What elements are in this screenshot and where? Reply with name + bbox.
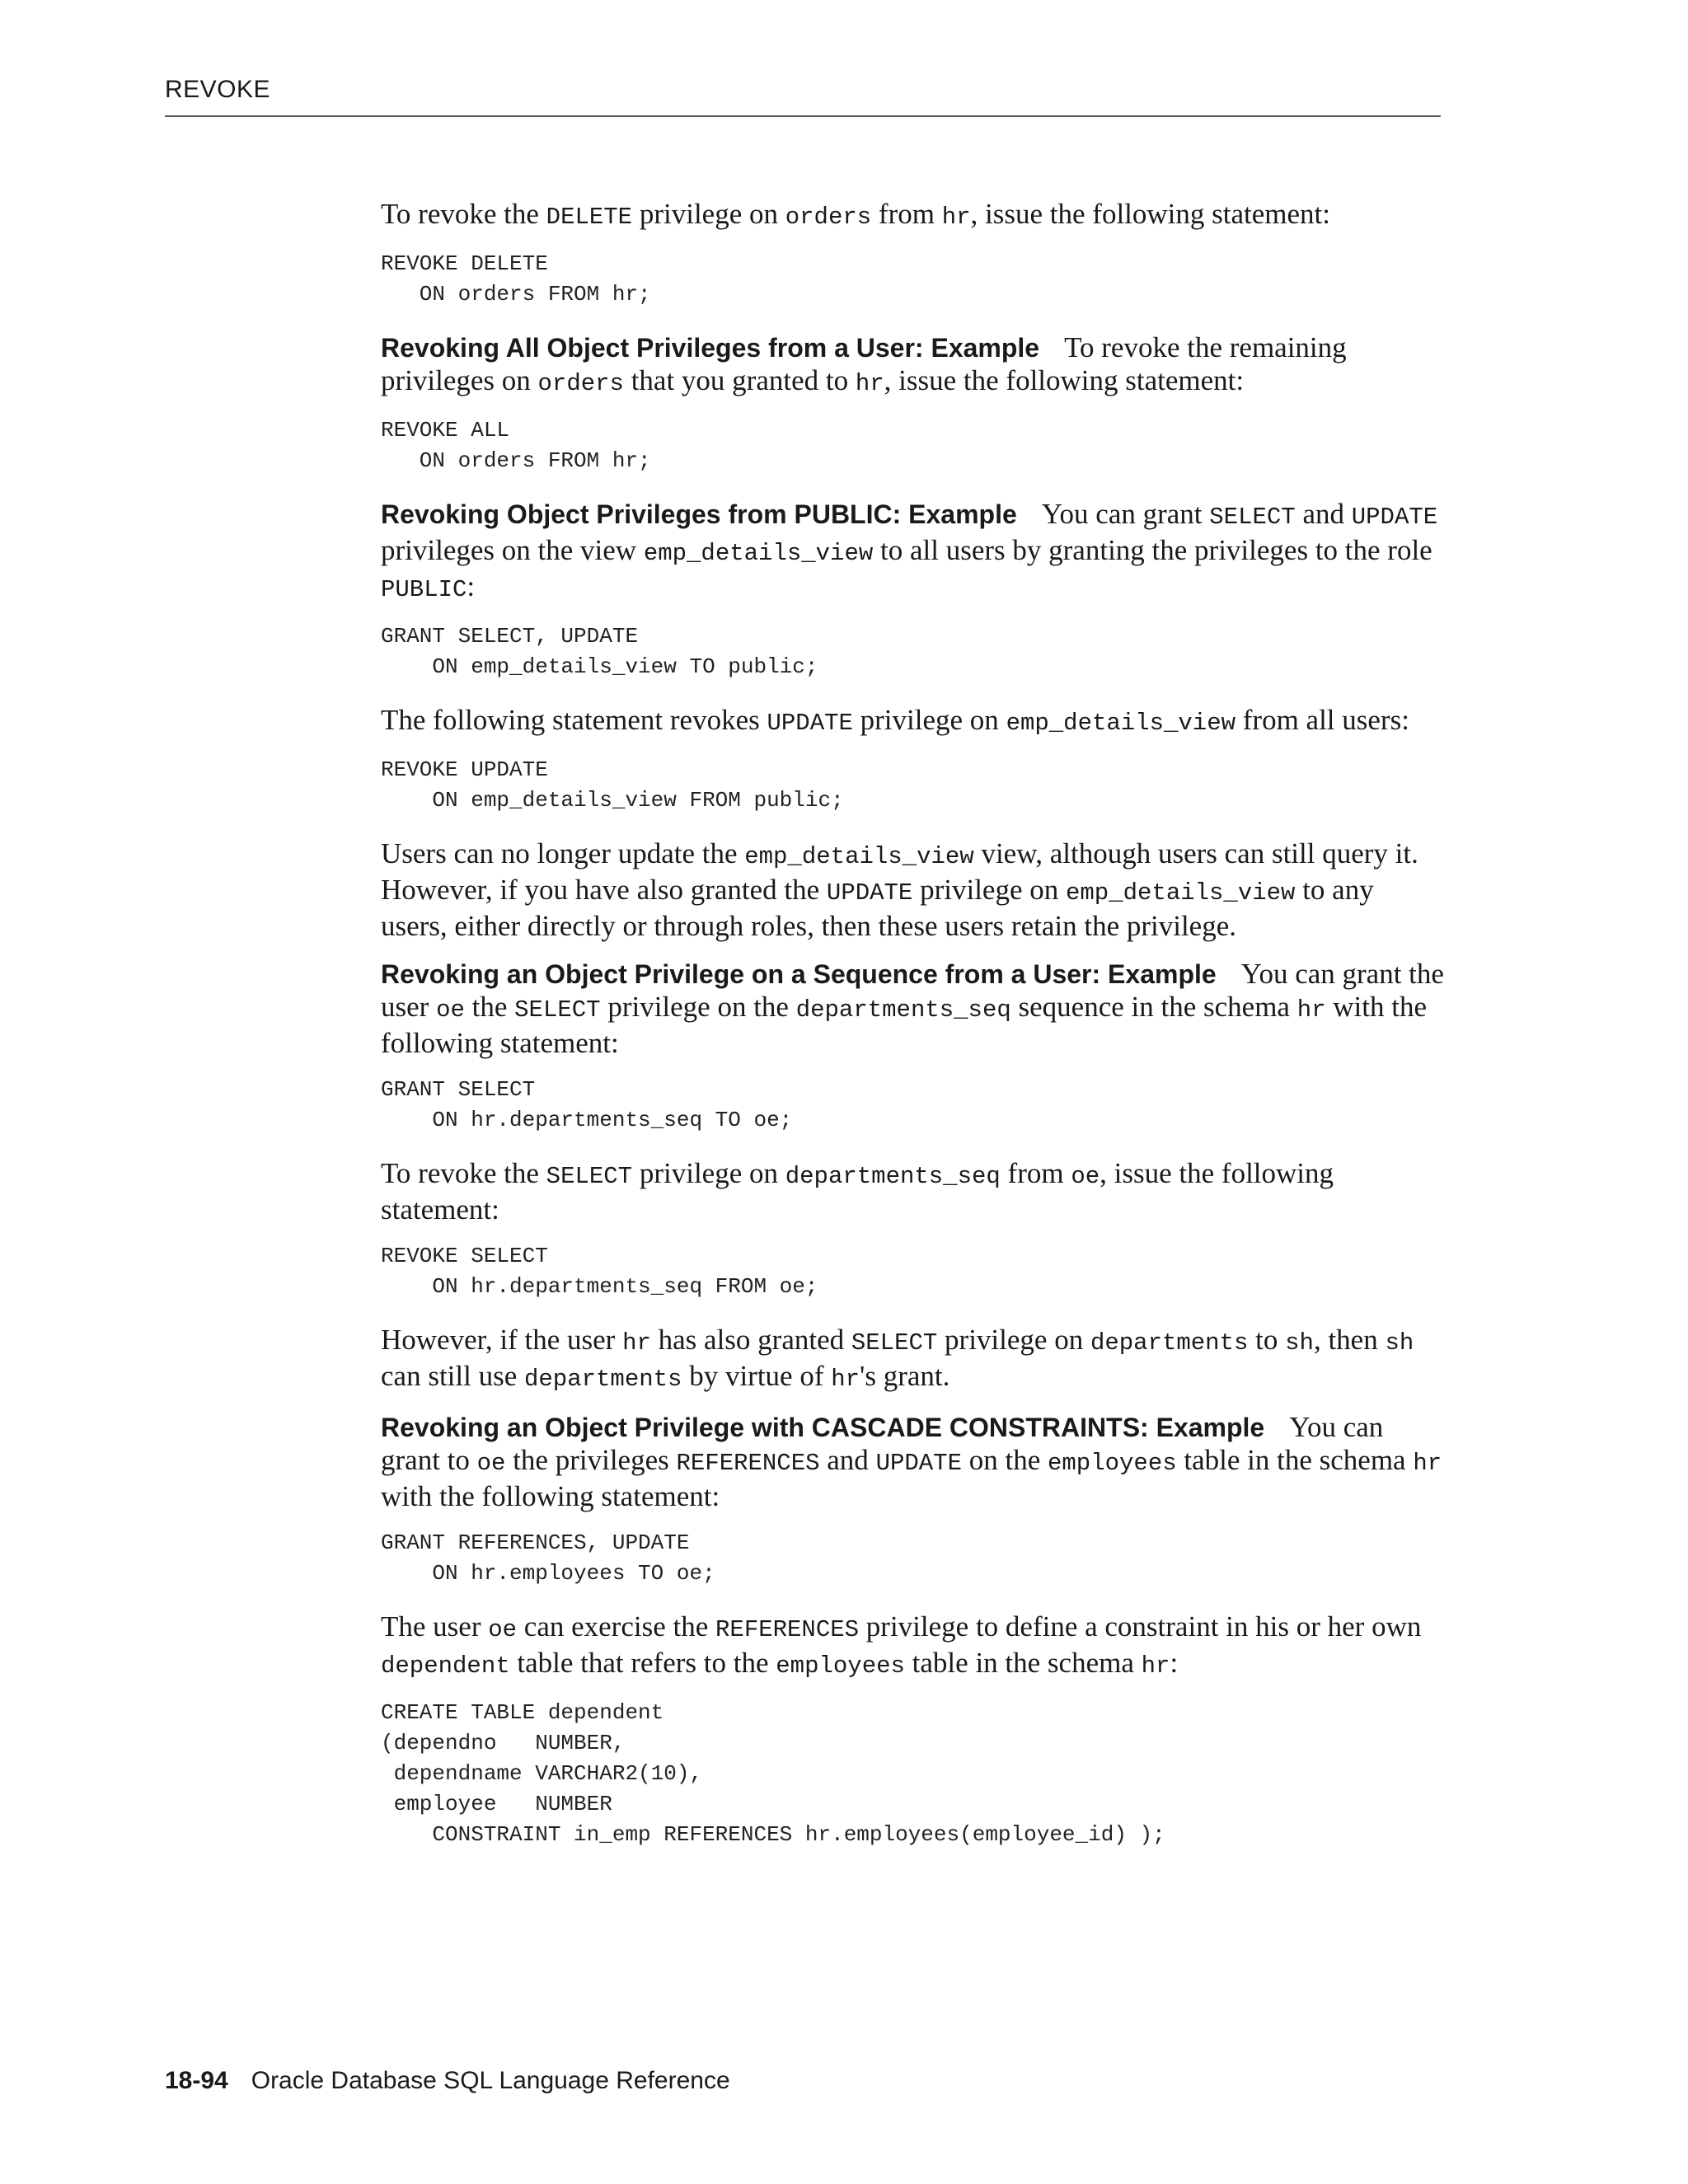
text: on the bbox=[961, 1444, 1048, 1476]
code-term: SELECT bbox=[1209, 504, 1296, 531]
code-example: CREATE TABLE dependent (dependno NUMBER, dependname VARCHAR2(10), employee NUMBER CONSTRAINT in_emp REFERENCES hr.employees(employee_id) ); bbox=[381, 1700, 1165, 1847]
paragraph-sequence bbox=[381, 958, 1446, 1060]
text: : bbox=[1170, 1647, 1179, 1679]
text: privilege on bbox=[937, 1324, 1090, 1356]
paragraph-revoke-select bbox=[381, 1157, 1446, 1226]
text: table in the schema bbox=[904, 1647, 1142, 1679]
code-term: emp_details_view bbox=[1006, 710, 1236, 737]
text: privilege on the bbox=[600, 991, 796, 1023]
text: To revoke the bbox=[381, 198, 546, 230]
paragraph-cascade bbox=[381, 1411, 1446, 1513]
code-term: hr bbox=[855, 370, 884, 397]
code-example: REVOKE ALL ON orders FROM hr; bbox=[381, 418, 651, 473]
code-term: DELETE bbox=[546, 204, 633, 231]
text: with the following statement: bbox=[381, 991, 1428, 1059]
text: To revoke the remaining privileges on bbox=[381, 331, 1347, 396]
text: to all users by granting the privileges to the role bbox=[873, 534, 1432, 566]
code-term: sh bbox=[1385, 1329, 1414, 1357]
code-term: SELECT bbox=[514, 996, 601, 1024]
code-term: PUBLIC bbox=[381, 576, 467, 603]
code-term: orders bbox=[785, 204, 872, 231]
text: table in the schema bbox=[1176, 1444, 1414, 1476]
code-term: UPDATE bbox=[1351, 504, 1438, 531]
code-term: employees bbox=[1048, 1450, 1177, 1477]
code-term: employees bbox=[776, 1652, 905, 1680]
code-term: hr bbox=[1141, 1652, 1170, 1680]
code-term: departments bbox=[524, 1366, 682, 1393]
code-example: REVOKE DELETE ON orders FROM hr; bbox=[381, 251, 651, 307]
text: view, although users can still query it. However, if you have also granted the bbox=[381, 837, 1418, 906]
text: from bbox=[871, 198, 942, 230]
example-heading: Revoking All Object Privileges from a User: Example bbox=[381, 333, 1040, 363]
text: privilege on bbox=[912, 874, 1066, 906]
running-header: REVOKE bbox=[165, 76, 271, 103]
page-footer bbox=[165, 2067, 730, 2095]
code-term: UPDATE bbox=[875, 1450, 962, 1477]
code-term: departments_seq bbox=[785, 1163, 1001, 1190]
text: privilege on bbox=[852, 704, 1006, 736]
paragraph-revoke-all bbox=[381, 331, 1446, 401]
code-term: hr bbox=[941, 204, 971, 231]
text: by virtue of bbox=[682, 1360, 832, 1392]
book-title: Oracle Database SQL Language Reference bbox=[251, 2067, 730, 2094]
text: from bbox=[1000, 1157, 1071, 1189]
code-term: UPDATE bbox=[826, 879, 913, 907]
text: privileges on the view bbox=[381, 534, 644, 566]
paragraph-revoke-update bbox=[381, 704, 1446, 740]
page-number: 18-94 bbox=[165, 2067, 228, 2094]
code-term: hr bbox=[622, 1329, 651, 1357]
text: The user bbox=[381, 1610, 489, 1643]
code-term: oe bbox=[476, 1450, 506, 1477]
text: , issue the following statement: bbox=[381, 1157, 1334, 1226]
text: can still use bbox=[381, 1360, 524, 1392]
text: Users can no longer update the bbox=[381, 837, 745, 869]
code-term: oe bbox=[436, 996, 465, 1024]
code-term: departments bbox=[1090, 1329, 1249, 1357]
text: can exercise the bbox=[517, 1610, 716, 1643]
paragraph-revoke-delete bbox=[381, 198, 1446, 234]
text: You can grant bbox=[1041, 498, 1210, 530]
code-example: REVOKE SELECT ON hr.departments_seq FROM oe; bbox=[381, 1244, 818, 1299]
code-term: hr bbox=[1296, 996, 1326, 1024]
code-term: emp_details_view bbox=[1066, 879, 1296, 907]
text: and bbox=[1295, 498, 1352, 530]
code-term: sh bbox=[1285, 1329, 1314, 1357]
code-term: dependent bbox=[381, 1652, 510, 1680]
header-rule bbox=[165, 115, 1441, 117]
code-term: REFERENCES bbox=[676, 1450, 820, 1477]
code-term: UPDATE bbox=[767, 710, 853, 737]
code-example: GRANT SELECT ON hr.departments_seq TO oe; bbox=[381, 1077, 793, 1132]
code-term: emp_details_view bbox=[744, 843, 974, 870]
text: the privileges bbox=[505, 1444, 677, 1476]
text: privilege on bbox=[632, 198, 785, 230]
text: , issue the following statement: bbox=[884, 364, 1245, 396]
text: You can grant the user bbox=[381, 958, 1444, 1023]
code-term: departments_seq bbox=[795, 996, 1011, 1024]
code-term: SELECT bbox=[851, 1329, 938, 1357]
code-example: REVOKE UPDATE ON emp_details_view FROM public; bbox=[381, 757, 844, 813]
code-term: emp_details_view bbox=[643, 540, 874, 567]
code-term: SELECT bbox=[546, 1163, 633, 1190]
text: To revoke the bbox=[381, 1157, 546, 1189]
paragraph-revoke-public bbox=[381, 498, 1446, 607]
text: , then bbox=[1313, 1324, 1386, 1356]
text: privilege on bbox=[632, 1157, 785, 1189]
text: to any users, either directly or through roles, then these users retain the privilege. bbox=[381, 874, 1374, 942]
code-term: orders bbox=[537, 370, 624, 397]
text: : bbox=[467, 570, 476, 602]
code-term: oe bbox=[488, 1616, 518, 1643]
code-term: REFERENCES bbox=[715, 1616, 860, 1643]
text: table that refers to the bbox=[509, 1647, 776, 1679]
code-term: oe bbox=[1071, 1163, 1100, 1190]
text: has also granted bbox=[650, 1324, 851, 1356]
text: the bbox=[464, 991, 515, 1023]
text: with the following statement: bbox=[381, 1480, 720, 1512]
text: 's grant. bbox=[860, 1360, 950, 1392]
example-heading: Revoking an Object Privilege with CASCADE CONSTRAINTS: Example bbox=[381, 1413, 1265, 1442]
text: and bbox=[819, 1444, 876, 1476]
code-term: hr bbox=[831, 1366, 860, 1393]
text: privilege to define a constraint in his or her own bbox=[859, 1610, 1422, 1643]
text: , issue the following statement: bbox=[970, 198, 1330, 230]
text: You can grant to bbox=[381, 1411, 1384, 1476]
paragraph-references bbox=[381, 1610, 1446, 1683]
text: that you granted to bbox=[623, 364, 856, 396]
example-heading: Revoking Object Privileges from PUBLIC: Example bbox=[381, 499, 1017, 529]
text: sequence in the schema bbox=[1010, 991, 1297, 1023]
code-term: hr bbox=[1413, 1450, 1442, 1477]
example-heading: Revoking an Object Privilege on a Sequence from a User: Example bbox=[381, 959, 1217, 989]
main-content bbox=[381, 198, 1446, 1872]
code-example: GRANT SELECT, UPDATE ON emp_details_view TO public; bbox=[381, 624, 818, 679]
code-example: GRANT REFERENCES, UPDATE ON hr.employees TO oe; bbox=[381, 1530, 715, 1586]
paragraph-hr-grant bbox=[381, 1324, 1446, 1396]
text: to bbox=[1248, 1324, 1286, 1356]
text: The following statement revokes bbox=[381, 704, 767, 736]
text: from all users: bbox=[1236, 704, 1409, 736]
text: However, if the user bbox=[381, 1324, 623, 1356]
paragraph-users-note bbox=[381, 837, 1446, 943]
